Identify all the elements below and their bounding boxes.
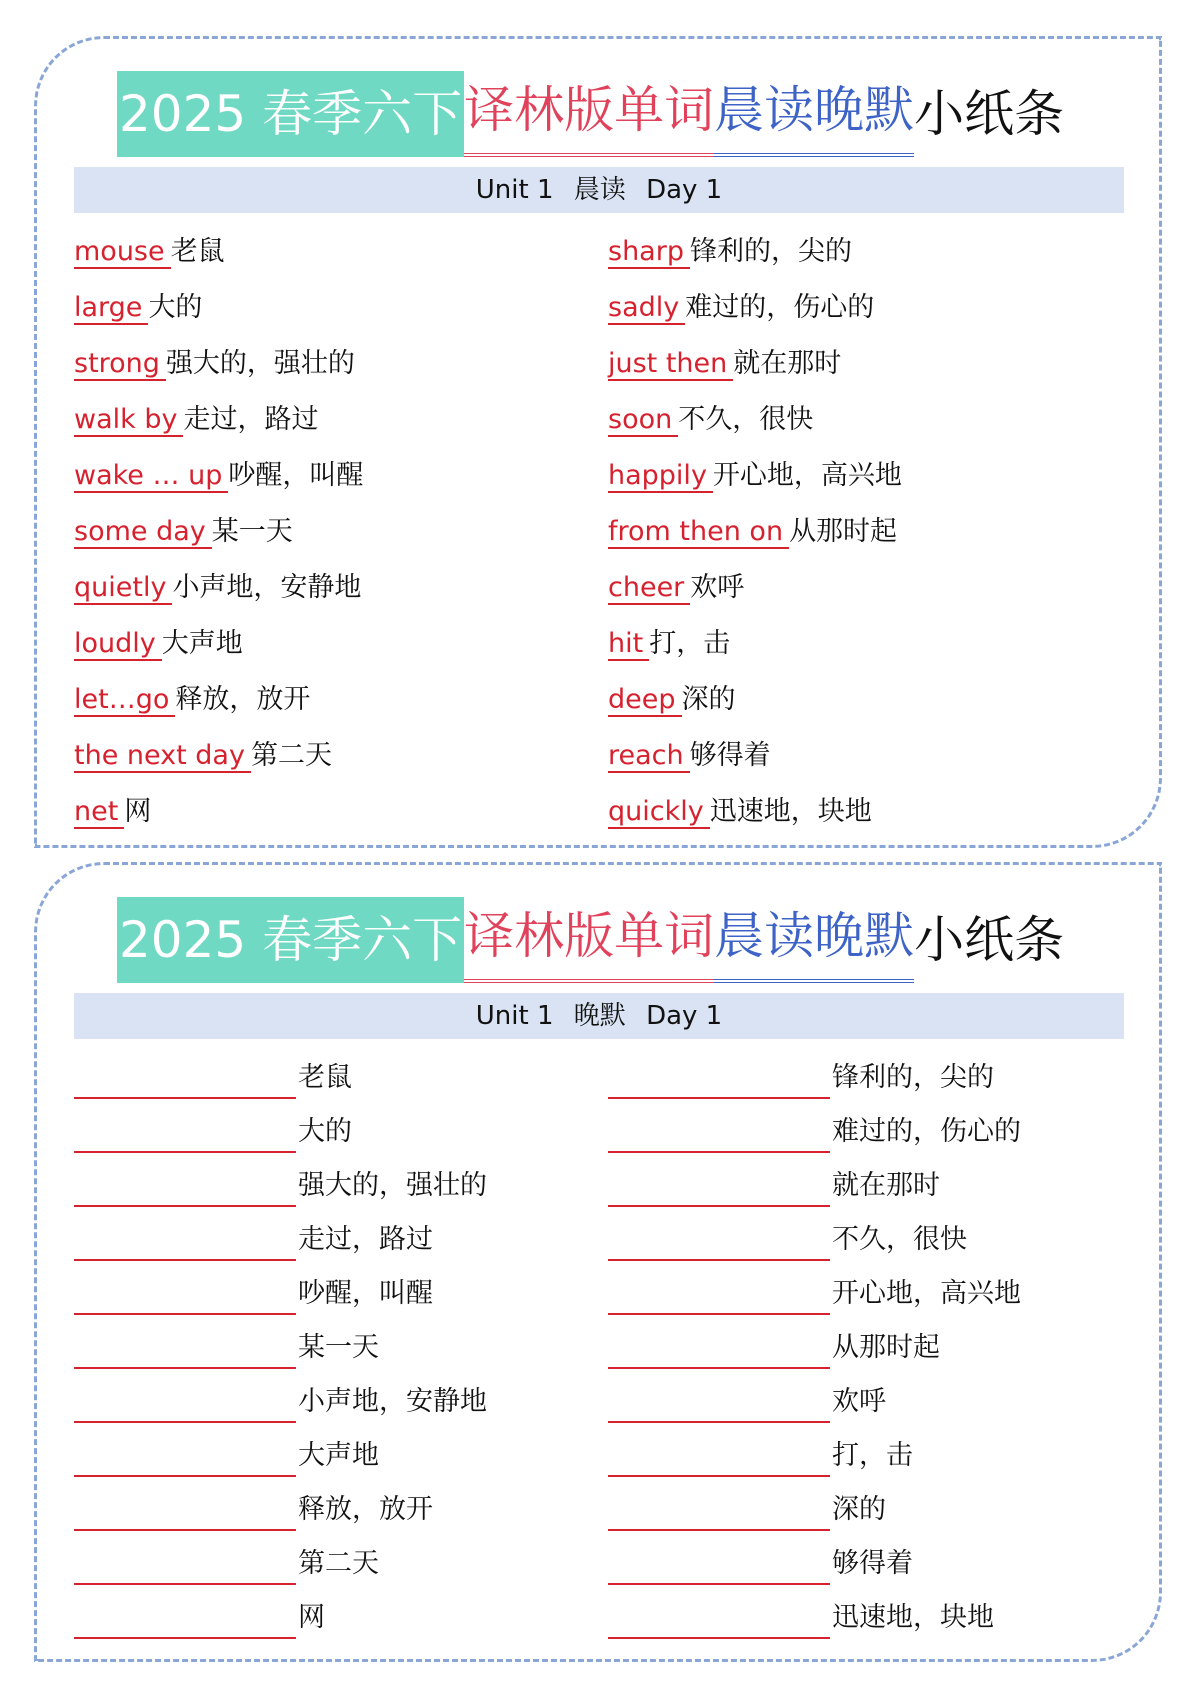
dictation-item <box>608 1219 1021 1273</box>
chinese-meaning: 第二天 <box>298 1548 379 1579</box>
word-item <box>608 511 902 567</box>
dictation-item <box>74 1057 487 1111</box>
dictation-item <box>74 1219 487 1273</box>
answer-blank[interactable] <box>608 1279 830 1315</box>
answer-blank[interactable] <box>74 1117 296 1153</box>
title-method: 晨读晚默 <box>714 897 914 983</box>
chinese-meaning: 大的 <box>148 292 203 323</box>
chinese-meaning: 某一天 <box>298 1332 379 1363</box>
answer-blank[interactable] <box>608 1441 830 1477</box>
word-item <box>608 567 902 623</box>
dictation-item <box>74 1327 487 1381</box>
english-word: quickly <box>608 796 710 829</box>
chinese-meaning: 释放，放开 <box>175 684 311 715</box>
english-word: cheer <box>608 572 690 605</box>
answer-blank[interactable] <box>608 1063 830 1099</box>
chinese-meaning: 强大的，强壮的 <box>165 348 355 379</box>
word-item <box>74 399 363 455</box>
chinese-meaning: 不久，很快 <box>832 1224 967 1255</box>
english-word: some day <box>74 516 212 549</box>
chinese-meaning: 深的 <box>832 1494 886 1525</box>
chinese-meaning: 开心地，高兴地 <box>712 460 902 491</box>
word-item <box>608 231 902 287</box>
dictation-item <box>74 1381 487 1435</box>
answer-blank[interactable] <box>74 1225 296 1261</box>
english-word: soon <box>608 404 678 437</box>
dictation-item <box>608 1543 1021 1597</box>
unit-header <box>74 167 1124 213</box>
english-word: deep <box>608 684 682 717</box>
word-item <box>608 455 902 511</box>
chinese-meaning: 就在那时 <box>733 348 842 379</box>
chinese-meaning: 从那时起 <box>832 1332 940 1363</box>
title-suffix: 小纸条 <box>914 911 1065 969</box>
day-label: Day 1 <box>646 1001 723 1031</box>
english-word: just then <box>608 348 733 381</box>
dictation-item <box>608 1327 1021 1381</box>
chinese-meaning: 难过的，伤心的 <box>832 1116 1021 1147</box>
chinese-meaning: 小声地，安静地 <box>172 572 362 603</box>
dictation-item <box>74 1111 487 1165</box>
chinese-meaning: 就在那时 <box>832 1170 940 1201</box>
title-suffix: 小纸条 <box>914 85 1065 143</box>
title-year-season: 2025 春季六下 <box>117 897 464 983</box>
dictation-item <box>608 1435 1021 1489</box>
title-edition: 译林版单词 <box>464 71 714 157</box>
english-word: sadly <box>608 292 685 325</box>
chinese-meaning: 某一天 <box>211 516 293 547</box>
chinese-meaning: 深的 <box>681 684 736 715</box>
unit-label: Unit 1 <box>475 175 554 205</box>
chinese-meaning: 打，击 <box>832 1440 913 1471</box>
chinese-meaning: 锋利的，尖的 <box>832 1062 994 1093</box>
dictation-item <box>608 1489 1021 1543</box>
word-item <box>74 567 363 623</box>
english-word: from then on <box>608 516 789 549</box>
answer-blank[interactable] <box>74 1495 296 1531</box>
dictation-item <box>74 1597 487 1651</box>
dictation-item <box>74 1543 487 1597</box>
chinese-meaning: 老鼠 <box>170 236 225 267</box>
chinese-meaning: 迅速地，块地 <box>709 796 872 827</box>
chinese-meaning: 走过，路过 <box>298 1224 433 1255</box>
word-item <box>74 791 363 847</box>
chinese-meaning: 大声地 <box>298 1440 379 1471</box>
chinese-meaning: 网 <box>124 796 152 827</box>
unit-header <box>74 993 1124 1039</box>
word-item <box>74 735 363 791</box>
english-word: happily <box>608 460 713 493</box>
answer-blank[interactable] <box>74 1333 296 1369</box>
english-word: wake … up <box>74 460 228 493</box>
dictation-item <box>74 1273 487 1327</box>
chinese-meaning: 大声地 <box>161 628 243 659</box>
word-list-right <box>608 231 902 847</box>
english-word: large <box>74 292 148 325</box>
chinese-meaning: 老鼠 <box>298 1062 352 1093</box>
chinese-meaning: 从那时起 <box>789 516 898 547</box>
chinese-meaning: 走过，路过 <box>183 404 319 435</box>
english-word: strong <box>74 348 166 381</box>
word-item <box>74 511 363 567</box>
word-item <box>608 287 902 343</box>
answer-blank[interactable] <box>74 1549 296 1585</box>
page-title <box>117 71 1064 157</box>
dictation-list-left <box>74 1057 487 1651</box>
chinese-meaning: 大的 <box>298 1116 352 1147</box>
word-item <box>608 343 902 399</box>
mode-label: 晨读 <box>573 175 626 205</box>
chinese-meaning: 打，击 <box>649 628 731 659</box>
word-list-left <box>74 231 363 847</box>
page-title <box>117 897 1064 983</box>
answer-blank[interactable] <box>74 1171 296 1207</box>
answer-blank[interactable] <box>608 1333 830 1369</box>
dictation-item <box>608 1057 1021 1111</box>
dictation-item <box>74 1489 487 1543</box>
dictation-item <box>608 1273 1021 1327</box>
chinese-meaning: 开心地，高兴地 <box>832 1278 1021 1309</box>
answer-blank[interactable] <box>74 1387 296 1423</box>
word-item <box>608 399 902 455</box>
english-word: net <box>74 796 124 829</box>
answer-blank[interactable] <box>74 1063 296 1099</box>
word-item <box>608 679 902 735</box>
chinese-meaning: 强大的，强壮的 <box>298 1170 487 1201</box>
word-item <box>74 455 363 511</box>
english-word: reach <box>608 740 690 773</box>
answer-blank[interactable] <box>608 1495 830 1531</box>
answer-blank[interactable] <box>74 1441 296 1477</box>
morning-reading-card <box>34 36 1162 848</box>
unit-label: Unit 1 <box>475 1001 554 1031</box>
dictation-item <box>608 1597 1021 1651</box>
english-word: the next day <box>74 740 251 773</box>
title-year-season: 2025 春季六下 <box>117 71 464 157</box>
chinese-meaning: 迅速地，块地 <box>832 1602 994 1633</box>
mode-label: 晚默 <box>573 1001 626 1031</box>
chinese-meaning: 吵醒，叫醒 <box>298 1278 433 1309</box>
word-item <box>608 791 902 847</box>
dictation-item <box>608 1381 1021 1435</box>
english-word: walk by <box>74 404 183 437</box>
dictation-item <box>608 1165 1021 1219</box>
dictation-item <box>608 1111 1021 1165</box>
english-word: hit <box>608 628 649 661</box>
answer-blank[interactable] <box>608 1225 830 1261</box>
chinese-meaning: 欢呼 <box>690 572 745 603</box>
dictation-item <box>74 1165 487 1219</box>
answer-blank[interactable] <box>608 1117 830 1153</box>
dictation-list-right <box>608 1057 1021 1651</box>
chinese-meaning: 够得着 <box>832 1548 913 1579</box>
dictation-item <box>74 1435 487 1489</box>
answer-blank[interactable] <box>608 1549 830 1585</box>
answer-blank[interactable] <box>608 1171 830 1207</box>
chinese-meaning: 欢呼 <box>832 1386 886 1417</box>
word-item <box>608 735 902 791</box>
word-item <box>608 623 902 679</box>
english-word: mouse <box>74 236 171 269</box>
chinese-meaning: 网 <box>298 1602 325 1633</box>
answer-blank[interactable] <box>608 1387 830 1423</box>
day-label: Day 1 <box>646 175 723 205</box>
english-word: quietly <box>74 572 172 605</box>
chinese-meaning: 第二天 <box>250 740 332 771</box>
answer-blank[interactable] <box>74 1279 296 1315</box>
english-word: sharp <box>608 236 690 269</box>
chinese-meaning: 释放，放开 <box>298 1494 433 1525</box>
title-edition: 译林版单词 <box>464 897 714 983</box>
word-item <box>74 287 363 343</box>
word-item <box>74 231 363 287</box>
chinese-meaning: 不久，很快 <box>678 404 814 435</box>
answer-blank[interactable] <box>608 1603 830 1639</box>
answer-blank[interactable] <box>74 1603 296 1639</box>
chinese-meaning: 够得着 <box>689 740 771 771</box>
chinese-meaning: 锋利的，尖的 <box>689 236 852 267</box>
chinese-meaning: 难过的，伤心的 <box>685 292 875 323</box>
evening-dictation-card <box>34 862 1162 1662</box>
word-item <box>74 679 363 735</box>
english-word: loudly <box>74 628 162 661</box>
chinese-meaning: 小声地，安静地 <box>298 1386 487 1417</box>
english-word: let…go <box>74 684 175 717</box>
word-item <box>74 343 363 399</box>
word-item <box>74 623 363 679</box>
title-method: 晨读晚默 <box>714 71 914 157</box>
chinese-meaning: 吵醒，叫醒 <box>228 460 364 491</box>
